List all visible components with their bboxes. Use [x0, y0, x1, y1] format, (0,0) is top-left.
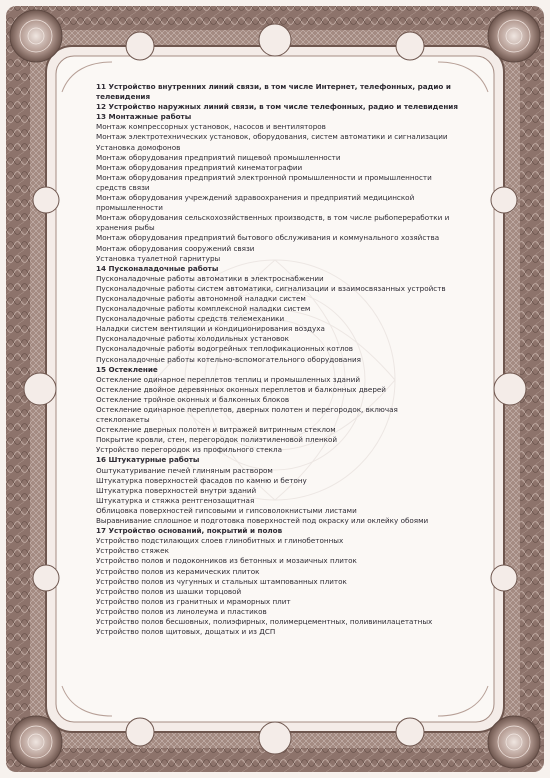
- section-heading: 17 Устройство оснований, покрытий и полов: [96, 526, 283, 536]
- list-item: Пусконаладочные работы средств телемеханики: [96, 314, 285, 324]
- list-item: Установка туалетной гарнитуры: [96, 253, 221, 263]
- list-item: Штукатурка и стяжка рентгенозащитная: [96, 495, 255, 505]
- list-item: Устройство полов из чугунных и стальных штампованных плиток: [96, 576, 347, 586]
- list-item: Монтаж оборудования предприятий пищевой промышленности: [96, 152, 341, 162]
- list-item: Пусконаладочные работы котельно-вспомогательного оборудования: [96, 354, 361, 364]
- list-item: Устройство стяжек: [96, 546, 169, 556]
- list-item: Остекление одинарное переплетов, дверных полотен и перегородок, включая: [96, 405, 398, 414]
- list-item: Монтаж оборудования учреждений здравоохранения и предприятий медицинской: [96, 193, 415, 203]
- list-item: промышленности: [96, 203, 163, 213]
- list-item: Выравнивание сплошное и подготовка поверхностей под окраску или оклейку обоями: [96, 516, 429, 526]
- list-item: Пусконаладочные работы автономной наладки систем: [96, 293, 306, 303]
- work-types-list: [96, 82, 468, 698]
- list-item: Устройство полов из шашки торцовой: [96, 586, 242, 596]
- section-heading: 14 Пусконаладочные работы: [96, 263, 219, 273]
- list-item: Штукатурка поверхностей фасадов по камню и бетону: [96, 475, 307, 485]
- list-item: стеклопакеты: [96, 415, 150, 425]
- list-item: Штукатурка поверхностей внутри зданий: [96, 485, 257, 495]
- list-item: Монтаж компрессорных установок, насосов и вентиляторов: [96, 122, 326, 132]
- list-item: Устройство полов бесшовных, полиэфирных, полимерцементных, поливинилацетатных: [96, 616, 433, 626]
- list-item: Пусконаладочные работы холодильных установок: [96, 334, 289, 344]
- list-item: Монтаж оборудования сельскохозяйственных производств, в том числе рыбопереработки и: [96, 213, 450, 223]
- section-heading: телевидения: [96, 92, 151, 102]
- section-heading: 11 Устройство внутренних линий связи, в том числе Интернет, телефонных, радио и: [96, 82, 451, 91]
- section-heading: 13 Монтажные работы: [96, 112, 192, 122]
- list-item: Остекление одинарное переплетов теплиц и промышленных зданий: [96, 374, 360, 384]
- list-item: средств связи: [96, 182, 150, 192]
- list-item: Оштукатуривание печей глиняным раствором: [96, 465, 273, 475]
- section-heading: 15 Остекление: [96, 364, 158, 374]
- list-item: Монтаж оборудования предприятий бытового обслуживания и коммунального хозяйства: [96, 233, 440, 243]
- list-item: Устройство полов из гранитных и мраморных плит: [96, 596, 291, 606]
- list-item: Монтаж оборудования предприятий электронной промышленности и промышленности: [96, 172, 432, 182]
- list-item: Устройство подстилающих слоев глинобитных и глинобетонных: [96, 536, 344, 546]
- list-item: Устройство перегородок из профильного стекла: [96, 445, 282, 455]
- list-item: Пусконаладочные работы водогрейных теплофикационных котлов: [96, 344, 354, 354]
- list-item: Наладки систем вентиляции и кондиционирования воздуха: [96, 324, 325, 334]
- list-item: Остекление дверных полотен и витражей витринным стеклом: [96, 425, 336, 435]
- list-item: Устройство полов из линолеума и пластиков: [96, 606, 267, 616]
- list-item: Остекление двойное деревянных оконных переплетов и балконных дверей: [96, 384, 386, 394]
- list-item: Установка домофонов: [96, 142, 181, 152]
- list-item: Пусконаладочные работы автоматики в электроснабжении: [96, 273, 324, 283]
- list-item: Пусконаладочные работы систем автоматики, сигнализации и взаимосвязанных устройств: [96, 283, 446, 293]
- list-item: хранения рыбы: [96, 223, 155, 233]
- list-item: Остекление тройное оконных и балконных блоков: [96, 394, 290, 404]
- list-item: Покрытие кровли, стен, перегородок полиэтиленовой пленкой: [96, 435, 338, 445]
- list-item: Устройство полов и подоконников из бетонных и мозаичных плиток: [96, 556, 357, 566]
- list-item: Устройство полов щитовых, дощатых и из ДСП: [96, 627, 276, 637]
- list-item: Устройство полов из керамических плиток: [96, 566, 260, 576]
- list-item: Облицовка поверхностей гипсовыми и гипсоволокнистыми листами: [96, 505, 357, 515]
- list-item: Монтаж электротехнических установок, оборудования, систем автоматики и сигнализации: [96, 132, 448, 142]
- section-heading: 12 Устройство наружных линий связи, в том числе телефонных, радио и телевидения: [96, 102, 458, 112]
- list-item: Монтаж оборудования сооружений связи: [96, 243, 255, 253]
- list-item: Пусконаладочные работы комплексной наладки систем: [96, 304, 311, 314]
- list-item: Монтаж оборудования предприятий кинематографии: [96, 162, 303, 172]
- section-heading: 16 Штукатурные работы: [96, 455, 200, 465]
